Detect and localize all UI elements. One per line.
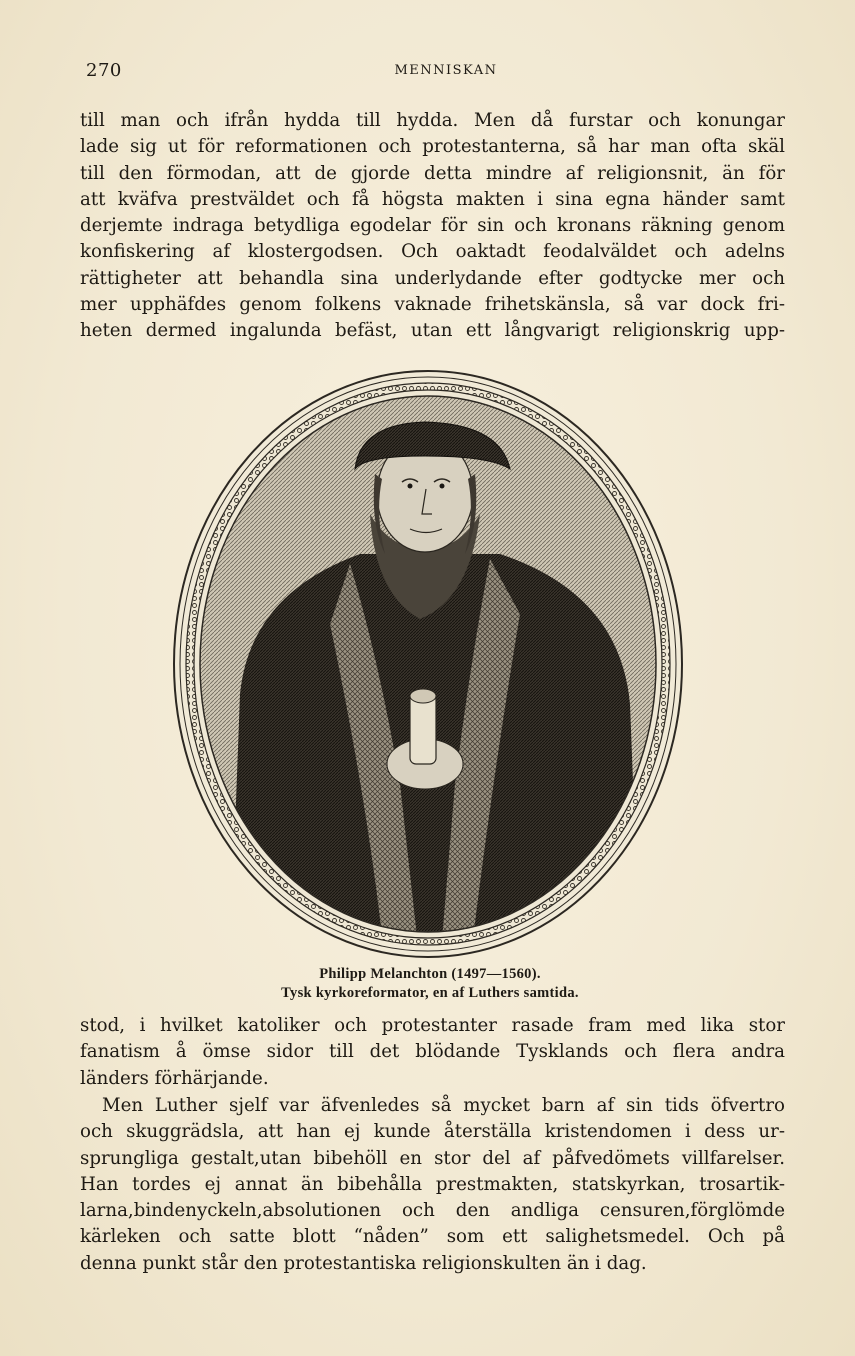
text-line: till man och ifrån hydda till hydda. Men då furstar och konungar	[80, 110, 785, 131]
figure-caption-subtitle: Tysk kyrkoreformator, en af Luthers samtida.	[281, 985, 579, 1001]
paragraph-2	[80, 1013, 785, 1092]
text-line: att kväfva prestväldet och få högsta makten i sina egna händer samt	[80, 188, 785, 210]
text-line: mer upphäfdes genom folkens vaknade frihetskänsla, så var dock fri-	[80, 294, 785, 316]
text-line: kärleken och satte blott “nåden” som ett salighetsmedel. Och på	[80, 1226, 785, 1248]
figure-caption-title: Philipp Melanchton (1497—1560).	[319, 966, 541, 982]
text-line: och skuggrädsla, att han ej kunde återställa kristendomen i dess ur-	[80, 1121, 785, 1143]
running-title: MENNISKAN	[394, 63, 498, 78]
paragraph-3	[80, 1093, 785, 1277]
page-header	[86, 60, 786, 84]
text-line: rättigheter att behandla sina underlydande efter godtycke mer och	[80, 267, 785, 289]
text-line: Men Luther sjelf var äfvenledes så mycket barn af sin tids öfvertro	[102, 1095, 785, 1116]
text-line: derjemte indraga betydliga egodelar för sin och kronans räkning genom	[80, 215, 785, 237]
text-line: heten dermed ingalunda befäst, utan ett långvarigt religionskrig upp-	[80, 320, 785, 342]
paragraph-1	[80, 108, 785, 345]
text-line: till den förmodan, att de gjorde detta mindre af religionsnit, än för	[80, 162, 785, 184]
text-line: lade sig ut för reformationen och protestanterna, så har man ofta skäl	[80, 136, 785, 158]
portrait-illustration	[170, 364, 686, 964]
page-number: 270	[86, 60, 122, 81]
text-line: stod, i hvilket katoliker och protestanter rasade fram med lika stor	[80, 1015, 785, 1036]
text-line: denna punkt står den protestantiska religionskulten än i dag.	[80, 1252, 647, 1274]
text-line: länders förhärjande.	[80, 1067, 269, 1089]
text-line: Han tordes ej annat än bibehålla prestmakten, statskyrkan, trosartik-	[80, 1173, 785, 1195]
text-line: sprungliga gestalt,utan bibehöll en stor del af påfvedömets villfarelser.	[80, 1147, 785, 1169]
portrait-engraving	[170, 364, 686, 964]
text-line: konfiskering af klostergodsen. Och oaktadt feodalväldet och adelns	[80, 241, 785, 263]
text-line: fanatism å ömse sidor till det blödande Tysklands och flera andra	[80, 1041, 785, 1063]
text-line: larna,bindenyckeln,absolutionen och den andliga censuren,förglömde	[80, 1200, 785, 1222]
